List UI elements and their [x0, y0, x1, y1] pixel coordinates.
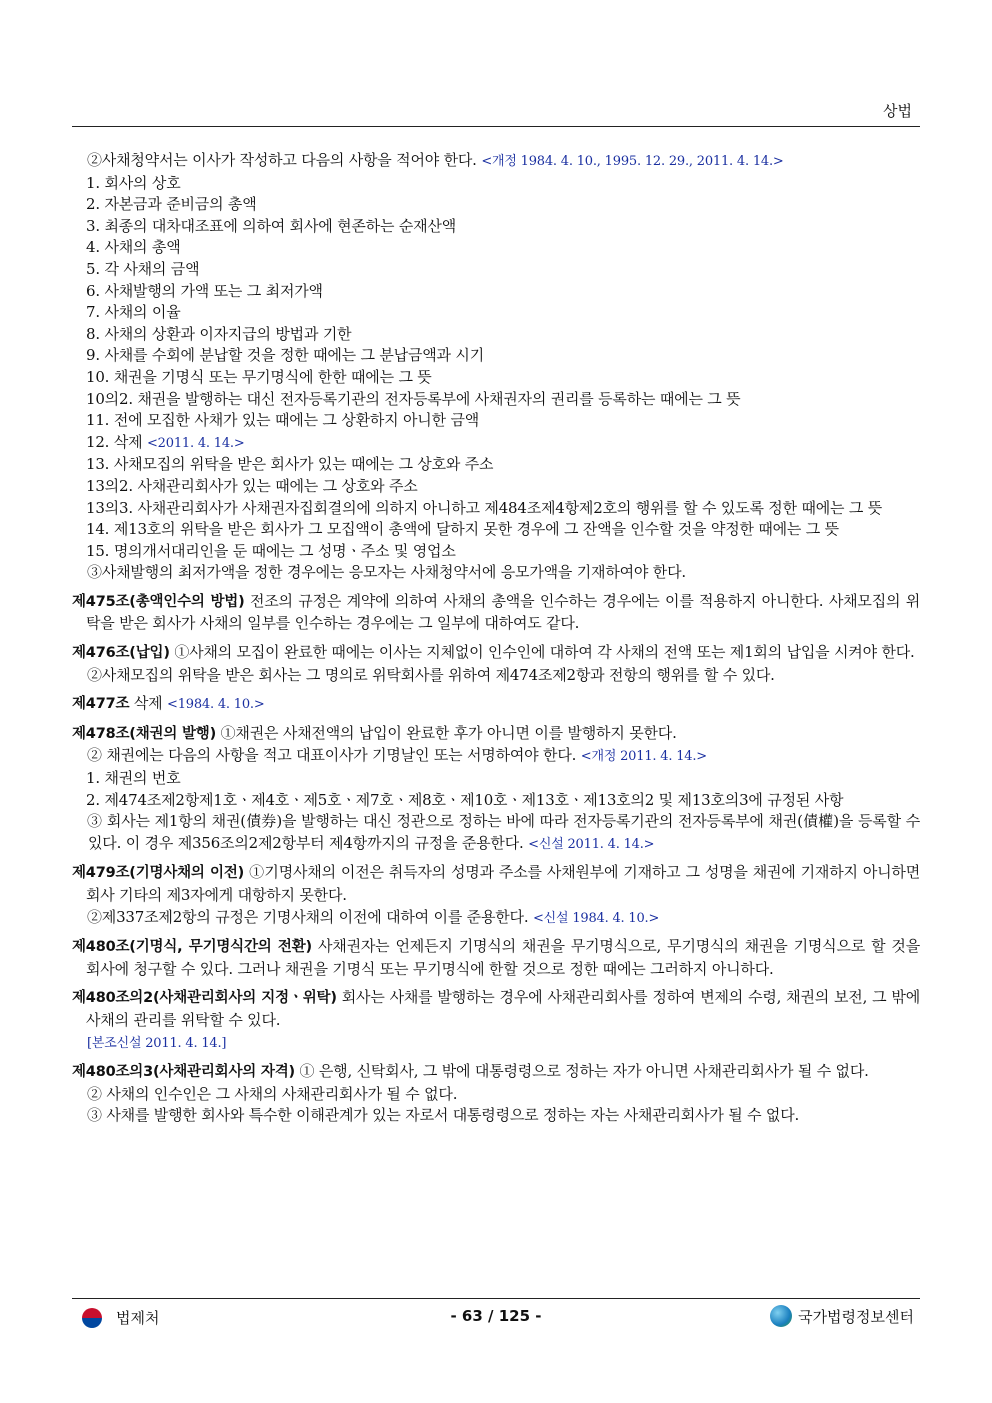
paragraph — [72, 150, 920, 173]
article-paragraph — [72, 723, 920, 746]
line-text: 4. 사채의 총액 — [86, 238, 181, 257]
article — [72, 723, 920, 856]
line-text: 1. 채권의 번호 — [86, 769, 181, 788]
article-paragraph — [72, 591, 920, 635]
line-text: 5. 각 사채의 금액 — [86, 259, 200, 278]
numbered-item — [72, 498, 920, 520]
footer-center-name: 국가법령정보센터 — [798, 1307, 914, 1326]
numbered-item — [72, 302, 920, 324]
line-text: 7. 사채의 이율 — [86, 303, 181, 322]
footer-ministry: 법제처 — [116, 1309, 160, 1327]
article-heading: 제477조 — [72, 696, 130, 713]
numbered-item — [72, 454, 920, 476]
numbered-item — [72, 541, 920, 563]
amendment-note: <개정 2011. 4. 14.> — [580, 749, 707, 765]
article-body: ①기명사채의 이전은 취득자의 성명과 주소를 사채원부에 기재하고 그 성명을 채권에 기재하지 아니하면 회사 기타의 제3자에게 대항하지 못한다. — [86, 863, 920, 904]
page-header — [72, 96, 920, 127]
line-text: ③사채발행의 최저가액을 정한 경우에는 응모자는 사채청약서에 응모가액을 기재하여야 한다. — [87, 563, 686, 582]
line-text: 13. 사채모집의 위탁을 받은 회사가 있는 때에는 그 상호와 주소 — [86, 455, 494, 474]
article — [72, 936, 920, 980]
line-text: 2. 제474조제2항제1호ㆍ제4호ㆍ제5호ㆍ제7호ㆍ제8호ㆍ제10호ㆍ제13호ㆍ제13호의2 및 제13호의3에 규정된 사항 — [86, 790, 844, 809]
article-paragraph — [72, 936, 920, 980]
paragraph — [72, 1032, 920, 1055]
article-body: 사채권자는 언제든지 기명식의 채권을 무기명식으로, 무기명식의 채권을 기명식으로 할 것을 회사에 청구할 수 있다. 그러나 채권을 기명식 또는 무기명식에 한할 것으로 정한 때에는 그러하지 아니하다. — [86, 937, 920, 978]
law-content — [72, 150, 920, 1127]
line-text: 15. 명의개서대리인을 둔 때에는 그 성명ㆍ주소 및 영업소 — [86, 541, 456, 560]
line-text: 2. 자본금과 준비금의 총액 — [86, 195, 257, 214]
paragraph — [72, 1084, 920, 1106]
line-text: ② 사채의 인수인은 그 사채의 사채관리회사가 될 수 없다. — [87, 1084, 458, 1103]
article-body: ①채권은 사채전액의 납입이 완료한 후가 아니면 이를 발행하지 못한다. — [216, 723, 677, 742]
article-heading: 제479조(기명사채의 이전) — [72, 865, 245, 882]
amendment-note: <신설 1984. 4. 10.> — [532, 910, 660, 926]
numbered-item — [72, 259, 920, 281]
line-text: 3. 최종의 대차대조표에 의하여 회사에 현존하는 순재산액 — [86, 216, 456, 235]
numbered-item — [72, 519, 920, 541]
amendment-note: <1984. 4. 10.> — [167, 697, 265, 713]
line-text: 10의2. 채권을 발행하는 대신 전자등록기관의 전자등록부에 사채권자의 권리를 등록하는 때에는 그 뜻 — [86, 389, 741, 408]
article-heading: 제478조(채권의 발행) — [72, 725, 217, 742]
line-text: 13의3. 사채관리회사가 사채권자집회결의에 의하지 아니하고 제484조제4항제2호의 행위를 할 수 있도록 정한 때에는 그 뜻 — [86, 498, 883, 517]
numbered-item — [72, 410, 920, 432]
numbered-item — [72, 324, 920, 346]
line-text: ③ 사채를 발행한 회사와 특수한 이해관계가 있는 자로서 대통령령으로 정하는 자는 사채관리회사가 될 수 없다. — [87, 1106, 800, 1125]
article-heading: 제480조의2(사채관리회사의 지정ㆍ위탁) — [72, 990, 337, 1007]
paragraph — [72, 907, 920, 930]
article-body: 전조의 규정은 계약에 의하여 사채의 총액을 인수하는 경우에는 이를 적용하지 아니한다. 사채모집의 위탁을 받은 회사가 사채의 일부를 인수하는 경우에는 그 일부에 대하여도 같다. — [86, 591, 920, 633]
numbered-item — [72, 194, 920, 216]
line-text: 12. 삭제 — [86, 432, 147, 451]
article — [72, 1061, 920, 1127]
amendment-note: [본조신설 2011. 4. 14.] — [87, 1035, 227, 1051]
article-paragraph — [72, 693, 920, 716]
article-heading: 제476조(납입) — [72, 645, 170, 662]
line-text: 6. 사채발행의 가액 또는 그 최저가액 — [86, 281, 323, 300]
line-text: 10. 채권을 기명식 또는 무기명식에 한한 때에는 그 뜻 — [86, 367, 432, 386]
amendment-note: <2011. 4. 14.> — [146, 435, 245, 451]
paragraph — [72, 665, 920, 687]
line-text: 14. 제13호의 위탁을 받은 회사가 그 모집액이 총액에 달하지 못한 경우에 그 잔액을 인수할 것을 약정한 때에는 그 뜻 — [86, 520, 839, 539]
article-474-continuation — [72, 150, 920, 584]
article-list — [72, 591, 920, 1127]
numbered-item — [72, 216, 920, 238]
article-heading: 제480조의3(사채관리회사의 자격) — [72, 1064, 295, 1081]
numbered-item — [72, 173, 920, 195]
line-text: 13의2. 사채관리회사가 있는 때에는 그 상호와 주소 — [86, 476, 418, 495]
article-body: 삭제 — [129, 694, 167, 713]
paragraph — [72, 745, 920, 768]
amendment-note: <신설 2011. 4. 14.> — [528, 836, 655, 852]
line-text: ②제337조제2항의 규정은 기명사채의 이전에 대하여 이를 준용한다. — [87, 907, 533, 926]
article-paragraph — [72, 642, 920, 665]
line-text: 9. 사채를 수회에 분납할 것을 정한 때에는 그 분납금액과 시기 — [86, 346, 484, 365]
article — [72, 862, 920, 929]
line-text: ②사채청약서는 이사가 작성하고 다음의 사항을 적어야 한다. — [87, 151, 482, 169]
page-footer — [72, 1298, 920, 1339]
numbered-item — [72, 768, 920, 790]
numbered-item — [72, 367, 920, 389]
numbered-item — [72, 237, 920, 259]
article — [72, 591, 920, 635]
page-number: - 63 / 125 - — [450, 1307, 542, 1325]
article — [72, 642, 920, 686]
amendment-note: <개정 1984. 4. 10., 1995. 12. 29., 2011. 4. 14.> — [481, 154, 784, 169]
footer-right — [770, 1305, 914, 1327]
paragraph — [72, 1105, 920, 1127]
line-text: ② 채권에는 다음의 사항을 적고 대표이사가 기명날인 또는 서명하여야 한다. — [87, 746, 581, 765]
line-text: 8. 사채의 상환과 이자지급의 방법과 기한 — [86, 324, 352, 343]
article-paragraph — [72, 987, 920, 1031]
line-text: ③ 회사는 제1항의 채권(債券)을 발행하는 대신 정관으로 정하는 바에 따라 전자등록기관의 전자등록부에 채권(債權)을 등록할 수 있다. 이 경우 제356조의2제2항부터 제4항까지의 규정을 준용한다. — [87, 812, 920, 852]
article-body: ①사채의 모집이 완료한 때에는 이사는 지체없이 인수인에 대하여 각 사채의 전액 또는 제1회의 납입을 시켜야 한다. — [169, 643, 915, 662]
numbered-item — [72, 476, 920, 498]
numbered-item — [72, 432, 920, 455]
numbered-item — [72, 790, 920, 812]
numbered-item — [72, 281, 920, 303]
line-text: 1. 회사의 상호 — [86, 173, 181, 192]
line-text: ②사채모집의 위탁을 받은 회사는 그 명의로 위탁회사를 위하여 제474조제2항과 전항의 행위를 할 수 있다. — [87, 665, 775, 684]
line-text: 11. 전에 모집한 사채가 있는 때에는 그 상환하지 아니한 금액 — [86, 411, 480, 430]
article-heading: 제480조(기명식, 무기명식간의 전환) — [72, 939, 312, 956]
numbered-item — [72, 389, 920, 411]
paragraph — [72, 562, 920, 584]
article-heading: 제475조(총액인수의 방법) — [72, 593, 245, 610]
article-body: ① 은행, 신탁회사, 그 밖에 대통령령으로 정하는 자가 아니면 사채관리회사가 될 수 없다. — [294, 1062, 869, 1081]
article-paragraph — [72, 1061, 920, 1084]
article-paragraph — [72, 862, 920, 906]
article — [72, 693, 920, 716]
article-body: 회사는 사채를 발행하는 경우에 사채관리회사를 정하여 변제의 수령, 채권의 보전, 그 밖에 사채의 관리를 위탁할 수 있다. — [86, 988, 920, 1029]
document-title: 상법 — [883, 102, 912, 120]
paragraph — [72, 811, 920, 855]
numbered-item — [72, 345, 920, 367]
article — [72, 987, 920, 1054]
globe-logo-icon — [770, 1305, 792, 1327]
